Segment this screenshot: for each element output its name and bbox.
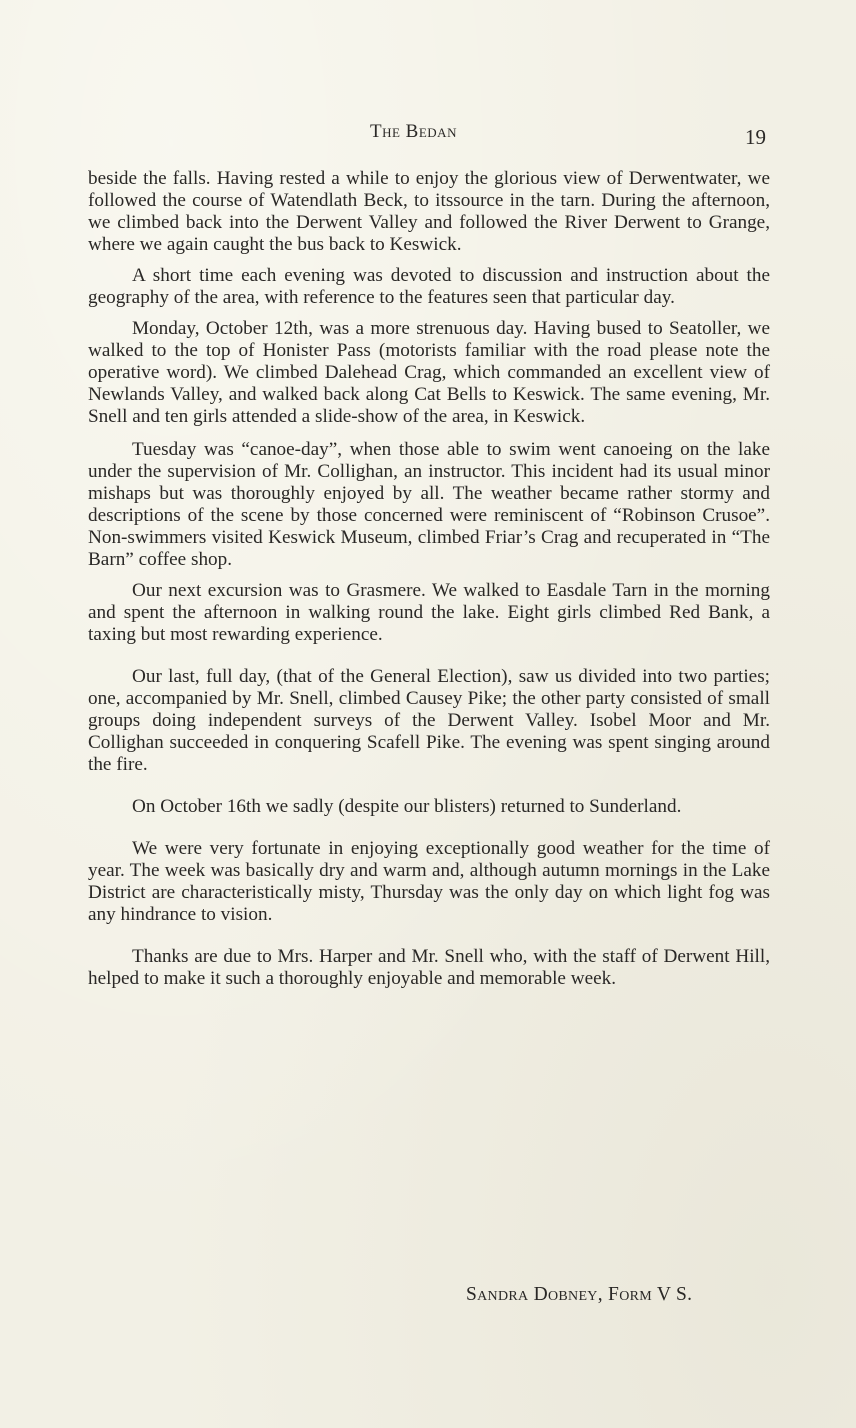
- paragraph-last-day: Our last, full day, (that of the General Election), saw us divided into two parties; one, accompanied by Mr. Snell, climbed Causey Pike; the other party consisted of small groups doing independent surveys of the Derwent Valley. Isobel Moor and Mr. Collighan succeeded in conquering Scafell Pike. The evening was spent singing around the fire.: [88, 666, 770, 775]
- paragraph-thanks: Thanks are due to Mrs. Harper and Mr. Snell who, with the staff of Derwent Hill, helped to make it such a thoroughly enjoyable and memorable week.: [88, 946, 770, 989]
- paragraph-falls: beside the falls. Having rested a while to enjoy the glorious view of Derwentwater, we followed the course of Watendlath Beck, to itssource in the tarn. During the afternoon, we climbed back into the Derwent Valley and followed the River Derwent to Grange, where we again caught the bus back to Keswick.: [88, 168, 770, 255]
- paragraph-weather: We were very fortunate in enjoying exceptionally good weather for the time of year. The week was basically dry and warm and, although autumn mornings in the Lake District are characteristically misty, Thursday was the only day on which light fog was any hindrance to vision.: [88, 838, 770, 925]
- paragraph-evening-discussion: A short time each evening was devoted to discussion and instruction about the geography of the area, with reference to the features seen that particular day.: [88, 265, 770, 308]
- paragraph-grasmere: Our next excursion was to Grasmere. We walked to Easdale Tarn in the morning and spent the afternoon in walking round the lake. Eight girls climbed Red Bank, a taxing but most rewarding experience.: [88, 580, 770, 645]
- article-body: [88, 168, 770, 990]
- author-signature: Sandra Dobney, Form V S.: [466, 1284, 693, 1305]
- paragraph-tuesday: Tuesday was “canoe-day”, when those able to swim went canoeing on the lake under the supervision of Mr. Collighan, an instructor. This incident had its usual minor mishaps but was thoroughly enjoyed by all. The weather became rather stormy and descriptions of the scene by those concerned were reminiscent of “Robinson Crusoe”. Non-swimmers visited Keswick Museum, climbed Friar’s Crag and recuperated in “The Barn” coffee shop.: [88, 439, 770, 570]
- running-title: The Bedan: [370, 121, 457, 142]
- page-number: 19: [745, 125, 766, 149]
- paragraph-monday: Monday, October 12th, was a more strenuous day. Having bused to Seatoller, we walked to the top of Honister Pass (motorists familiar with the road please note the operative word). We climbed Dalehead Crag, which commanded an excellent view of Newlands Valley, and walked back along Cat Bells to Keswick. The same evening, Mr. Snell and ten girls attended a slide-show of the area, in Keswick.: [88, 318, 770, 427]
- paragraph-return: On October 16th we sadly (despite our blisters) returned to Sunderland.: [132, 796, 682, 817]
